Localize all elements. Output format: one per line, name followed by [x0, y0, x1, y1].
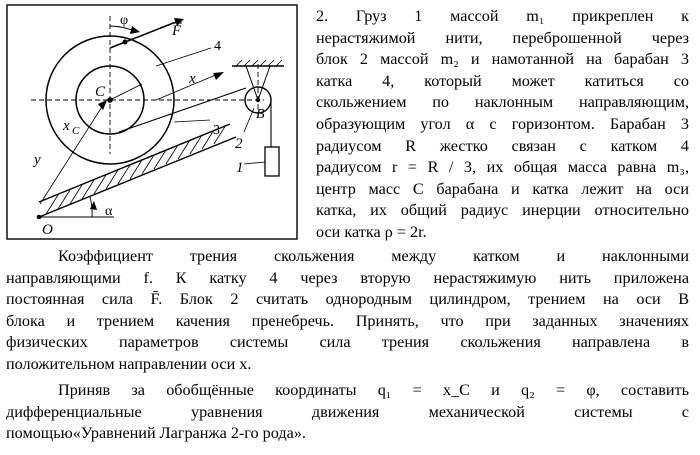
label-2: 2 — [235, 136, 243, 152]
label-C: C — [95, 84, 106, 100]
p1-line-2: нерастяжимой нити, переброшенной через — [316, 28, 689, 47]
p3-line-2: дифференциальные уравнения движения механической системы с — [6, 402, 689, 421]
label-4: 4 — [214, 39, 221, 54]
label-x: x — [189, 71, 196, 87]
leader-4 — [156, 48, 211, 66]
label-phi: φ — [120, 13, 129, 28]
x-axis-arrow — [213, 72, 224, 80]
label-alpha: α — [105, 204, 113, 219]
label-1: 1 — [236, 160, 244, 176]
x-axis-line — [156, 74, 218, 100]
p3-line-3: помощью«Уравнений Лагранжа 2-го рода». — [6, 424, 306, 443]
label-F: F — [172, 23, 182, 39]
problem-paragraph-3 — [6, 380, 689, 445]
leader-3 — [174, 120, 210, 122]
p3-line-1: Приняв за обобщённые координаты q₁ = x_C и q₂ = φ, составить — [58, 381, 689, 399]
problem-paragraph-1 — [316, 6, 689, 244]
leader-2 — [244, 108, 254, 132]
label-y: y — [34, 152, 41, 168]
weight-1 — [265, 147, 279, 176]
p1-line-11: оси катка ρ = 2r. — [316, 222, 427, 241]
pulley-axle-B — [256, 98, 260, 102]
p1-line-10: катка, их общий радиус инерции относительно — [316, 201, 689, 220]
label-O: O — [42, 222, 53, 238]
point-O — [37, 215, 42, 220]
leader-1 — [244, 162, 265, 164]
phi-arrow — [130, 26, 140, 34]
force-point — [123, 40, 128, 45]
p2-line-1: Коэффициент трения скольжения между катком и наклонными — [58, 247, 689, 265]
p2-line-6: положительном направлении оси x. — [6, 354, 252, 373]
p2-line-3: постоянная сила F̄. Блок 2 считать однородным цилиндром, трением на оси B — [6, 290, 689, 309]
p2-line-4: блока и трением качения пренебречь. Принять, что при заданных значениях — [6, 311, 689, 330]
p1-line-9: центр масс C барабана и катка лежит на оси — [316, 179, 689, 198]
label-xC: x — [63, 118, 70, 134]
p1-line-4: катка 4, который может катиться со — [316, 71, 689, 90]
problem-paragraph-2 — [6, 246, 689, 376]
p1-line-6: образующим угол α с горизонтом. Барабан 3 — [316, 114, 689, 133]
p1-line-5: скольжением по наклонным направляющим, — [316, 93, 689, 112]
p2-line-5: физических параметров системы сила трения скольжения направлена в — [6, 333, 689, 352]
xC-arrow — [98, 100, 107, 110]
p1-line-8: радиусом r = R / 3, их общая масса равна m₃, — [316, 158, 689, 177]
label-xC-sub: C — [72, 125, 80, 137]
p2-line-2: направляющими f. К катку 4 через вторую нерастяжимую нить приложена — [6, 268, 689, 287]
label-3: 3 — [213, 123, 220, 138]
p1-line-7: радиусом R жестко связан с катком 4 — [316, 136, 689, 155]
p1-line-3: блок 2 массой m₂ и намотанной на барабан 3 — [316, 50, 689, 69]
label-B: B — [256, 107, 265, 122]
p1-line-1: 2. Груз 1 массой m₁ прикреплен к — [316, 7, 689, 25]
inclined-guide — [39, 124, 236, 217]
radius-line — [110, 84, 142, 100]
mechanism-figure — [6, 4, 298, 240]
